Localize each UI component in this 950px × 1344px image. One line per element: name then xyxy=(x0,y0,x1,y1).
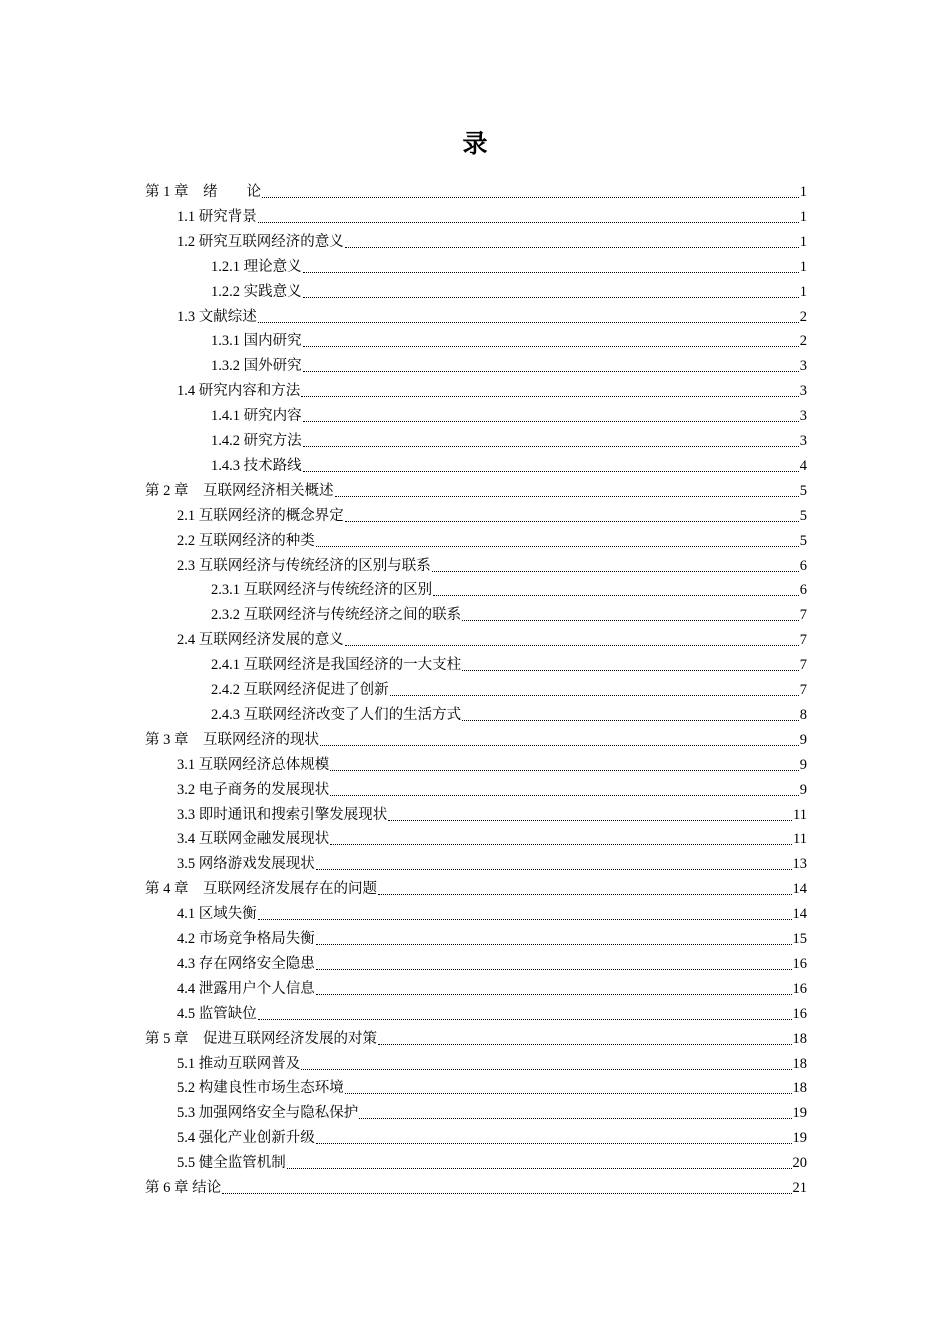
toc-dot-leader xyxy=(258,1019,792,1020)
toc-dot-leader xyxy=(316,869,792,870)
toc-page-number: 4 xyxy=(799,457,807,474)
toc-page-number: 7 xyxy=(799,657,807,674)
toc-dot-leader xyxy=(433,595,799,596)
toc-entry-label: 3.2 电子商务的发展现状 xyxy=(177,781,330,798)
toc-dot-leader xyxy=(345,1093,792,1094)
toc-entry[interactable] xyxy=(177,529,807,553)
toc-entry-label: 2.2 互联网经济的种类 xyxy=(177,532,315,549)
toc-entry-label: 2.4.3 互联网经济改变了人们的生活方式 xyxy=(211,706,462,723)
toc-entry-label: 5.5 健全监管机制 xyxy=(177,1155,286,1172)
toc-entry[interactable] xyxy=(145,180,807,204)
toc-entry-label: 1.3.2 国外研究 xyxy=(211,358,302,375)
toc-entry-label: 5.4 强化产业创新升级 xyxy=(177,1130,315,1147)
toc-dot-leader xyxy=(316,546,799,547)
toc-page-number: 3 xyxy=(799,433,807,449)
toc-entry[interactable] xyxy=(177,554,807,578)
toc-entry-label: 3.1 互联网经济总体规模 xyxy=(177,756,330,773)
toc-dot-leader xyxy=(316,1143,792,1144)
toc-entry[interactable] xyxy=(145,479,807,503)
toc-page-number: 7 xyxy=(799,682,807,698)
toc-page-number: 5 xyxy=(799,532,807,549)
toc-entry[interactable] xyxy=(211,429,807,453)
toc-entry[interactable] xyxy=(177,902,807,926)
toc-entry[interactable] xyxy=(211,404,807,428)
toc-entry[interactable] xyxy=(177,803,807,827)
toc-dot-leader xyxy=(303,346,799,347)
toc-entry[interactable] xyxy=(177,1101,807,1125)
toc-dot-leader xyxy=(462,670,799,671)
toc-page-number: 3 xyxy=(799,358,807,375)
toc-dot-leader xyxy=(378,894,792,895)
toc-entry[interactable] xyxy=(177,1052,807,1076)
toc-page-number: 1 xyxy=(799,184,807,200)
toc-page-number: 18 xyxy=(792,1030,807,1047)
toc-entry-label: 第 4 章 互联网经济发展存在的问题 xyxy=(145,881,377,898)
toc-entry-label: 1.4.1 研究内容 xyxy=(211,408,302,425)
toc-entry-label: 1.2.1 理论意义 xyxy=(211,258,302,275)
toc-entry[interactable] xyxy=(145,877,807,901)
toc-entry-label: 4.1 区域失衡 xyxy=(177,906,257,923)
toc-page-number: 11 xyxy=(793,831,807,848)
toc-dot-leader xyxy=(287,1168,792,1169)
toc-page-number: 20 xyxy=(792,1155,807,1172)
toc-dot-leader xyxy=(301,396,799,397)
toc-page-number: 19 xyxy=(792,1105,807,1122)
toc-dot-leader xyxy=(262,197,799,198)
toc-dot-leader xyxy=(258,222,799,223)
toc-dot-leader xyxy=(462,620,799,621)
toc-dot-leader xyxy=(303,446,799,447)
toc-entry-label: 第 6 章 结论 xyxy=(145,1180,222,1196)
toc-entry[interactable] xyxy=(177,778,807,802)
toc-dot-leader xyxy=(388,820,792,821)
toc-entry[interactable] xyxy=(211,255,807,279)
toc-entry[interactable] xyxy=(177,230,807,254)
toc-dot-leader xyxy=(390,695,799,696)
toc-entry[interactable] xyxy=(145,1176,807,1200)
toc-entry-label: 3.4 互联网金融发展现状 xyxy=(177,831,330,848)
toc-entry[interactable] xyxy=(177,852,807,876)
toc-entry[interactable] xyxy=(177,1126,807,1150)
toc-page-number: 16 xyxy=(792,1005,807,1022)
toc-entry-label: 3.5 网络游戏发展现状 xyxy=(177,856,315,873)
toc-dot-leader xyxy=(359,1118,791,1119)
toc-page-number: 13 xyxy=(792,856,807,873)
toc-page-number: 16 xyxy=(792,980,807,997)
toc-page-number: 9 xyxy=(799,731,807,748)
toc-page-number: 15 xyxy=(792,931,807,947)
toc-dot-leader xyxy=(316,994,792,995)
toc-page-number: 1 xyxy=(799,208,807,225)
toc-entry[interactable] xyxy=(211,678,807,702)
toc-dot-leader xyxy=(303,471,799,472)
toc-entry-label: 4.5 监管缺位 xyxy=(177,1005,257,1022)
toc-entry[interactable] xyxy=(145,728,807,752)
toc-entry-label: 2.4.2 互联网经济促进了创新 xyxy=(211,682,389,698)
toc-entry-label: 5.2 构建良性市场生态环境 xyxy=(177,1080,344,1097)
toc-entry[interactable] xyxy=(177,827,807,851)
toc-entry[interactable] xyxy=(211,354,807,378)
toc-entry-label: 2.1 互联网经济的概念界定 xyxy=(177,507,344,524)
toc-entry[interactable] xyxy=(177,305,807,329)
toc-dot-leader xyxy=(432,571,799,572)
toc-page-number: 21 xyxy=(792,1180,807,1196)
toc-dot-leader xyxy=(330,770,799,771)
toc-entry-label: 2.4.1 互联网经济是我国经济的一大支柱 xyxy=(211,657,462,674)
toc-dot-leader xyxy=(330,844,792,845)
toc-entry-label: 1.1 研究背景 xyxy=(177,208,257,225)
toc-page-number: 16 xyxy=(792,955,807,972)
toc-page-number: 3 xyxy=(799,383,807,400)
toc-dot-leader xyxy=(378,1044,792,1045)
toc-entry[interactable] xyxy=(177,753,807,777)
toc-dot-leader xyxy=(303,297,799,298)
toc-entry-label: 4.2 市场竞争格局失衡 xyxy=(177,931,315,947)
toc-entry[interactable] xyxy=(211,703,807,727)
toc-entry-label: 1.4.3 技术路线 xyxy=(211,457,302,474)
toc-entry-label: 2.3 互联网经济与传统经济的区别与联系 xyxy=(177,557,431,574)
toc-dot-leader xyxy=(320,745,799,746)
toc-page-number: 8 xyxy=(799,706,807,723)
toc-dot-leader xyxy=(345,247,799,248)
toc-entry[interactable] xyxy=(211,280,807,304)
toc-entry-label: 4.3 存在网络安全隐患 xyxy=(177,955,315,972)
toc-page-number: 7 xyxy=(799,632,807,649)
toc-dot-leader xyxy=(330,795,799,796)
toc-page-number: 1 xyxy=(799,233,807,250)
toc-entry[interactable] xyxy=(177,205,807,229)
toc-page-number: 6 xyxy=(799,557,807,574)
toc-entry-label: 第 1 章 绪 论 xyxy=(145,184,261,200)
toc-entry-label: 第 3 章 互联网经济的现状 xyxy=(145,731,319,748)
toc-page-number: 5 xyxy=(799,507,807,524)
toc-dot-leader xyxy=(301,1069,791,1070)
toc-entry[interactable] xyxy=(211,578,807,602)
toc-entry-label: 1.2 研究互联网经济的意义 xyxy=(177,233,344,250)
toc-dot-leader xyxy=(345,645,799,646)
toc-entry-label: 1.4 研究内容和方法 xyxy=(177,383,301,400)
toc-entry-label: 4.4 泄露用户个人信息 xyxy=(177,980,315,997)
toc-entry[interactable] xyxy=(177,952,807,976)
toc-page-number: 5 xyxy=(799,482,807,499)
toc-entry[interactable] xyxy=(177,628,807,652)
toc-page-number: 18 xyxy=(792,1080,807,1097)
toc-entry-label: 1.3.1 国内研究 xyxy=(211,333,302,350)
toc-dot-leader xyxy=(316,944,792,945)
toc-entry[interactable] xyxy=(211,603,807,627)
toc-entry[interactable] xyxy=(177,1151,807,1175)
toc-dot-leader xyxy=(303,272,799,273)
toc-dot-leader xyxy=(345,521,799,522)
toc-dot-leader xyxy=(303,371,799,372)
toc-entry[interactable] xyxy=(177,927,807,951)
toc-entry[interactable] xyxy=(145,1027,807,1051)
toc-page-number: 14 xyxy=(792,881,807,898)
toc-entry[interactable] xyxy=(211,329,807,353)
toc-dot-leader xyxy=(303,421,799,422)
toc-entry-label: 1.4.2 研究方法 xyxy=(211,433,302,449)
toc-page-number: 6 xyxy=(799,582,807,599)
toc-entry[interactable] xyxy=(177,504,807,528)
toc-page-number: 1 xyxy=(799,258,807,275)
toc-entry[interactable] xyxy=(211,653,807,677)
toc-dot-leader xyxy=(462,720,799,721)
toc-entry-label: 第 2 章 互联网经济相关概述 xyxy=(145,482,334,499)
toc-entry-label: 2.3.1 互联网经济与传统经济的区别 xyxy=(211,582,433,599)
toc-entry-label: 1.3 文献综述 xyxy=(177,308,257,325)
toc-dot-leader xyxy=(258,322,799,323)
toc-page-number: 11 xyxy=(793,806,807,823)
toc-page-number: 18 xyxy=(792,1055,807,1072)
toc-page-number: 3 xyxy=(799,408,807,425)
toc-entry-label: 2.4 互联网经济发展的意义 xyxy=(177,632,344,649)
toc-page-number: 19 xyxy=(792,1130,807,1147)
toc-page-number: 7 xyxy=(799,607,807,624)
toc-dot-leader xyxy=(316,969,792,970)
toc-entry-label: 第 5 章 促进互联网经济发展的对策 xyxy=(145,1030,377,1047)
toc-entry[interactable] xyxy=(177,977,807,1001)
toc-entry-label: 1.2.2 实践意义 xyxy=(211,283,302,300)
toc-entry-label: 3.3 即时通讯和搜索引擎发展现状 xyxy=(177,806,388,823)
toc-entry[interactable] xyxy=(211,454,807,478)
toc-entry-label: 5.1 推动互联网普及 xyxy=(177,1055,301,1072)
toc-page-number: 9 xyxy=(799,781,807,798)
toc-page-number: 1 xyxy=(799,283,807,300)
toc-page-number: 2 xyxy=(799,333,807,350)
toc-page-number: 2 xyxy=(799,308,807,325)
toc-entry[interactable] xyxy=(177,1002,807,1026)
toc-entry-label: 2.3.2 互联网经济与传统经济之间的联系 xyxy=(211,607,462,624)
toc-entry-label: 5.3 加强网络安全与隐私保护 xyxy=(177,1105,359,1122)
toc-dot-leader xyxy=(222,1193,791,1194)
toc-title: 录 xyxy=(462,129,488,158)
toc-dot-leader xyxy=(335,496,799,497)
toc-page-number: 14 xyxy=(792,906,807,923)
toc-page-number: 9 xyxy=(799,756,807,773)
toc-entry[interactable] xyxy=(177,379,807,403)
toc-entry[interactable] xyxy=(177,1076,807,1100)
toc-dot-leader xyxy=(258,919,792,920)
